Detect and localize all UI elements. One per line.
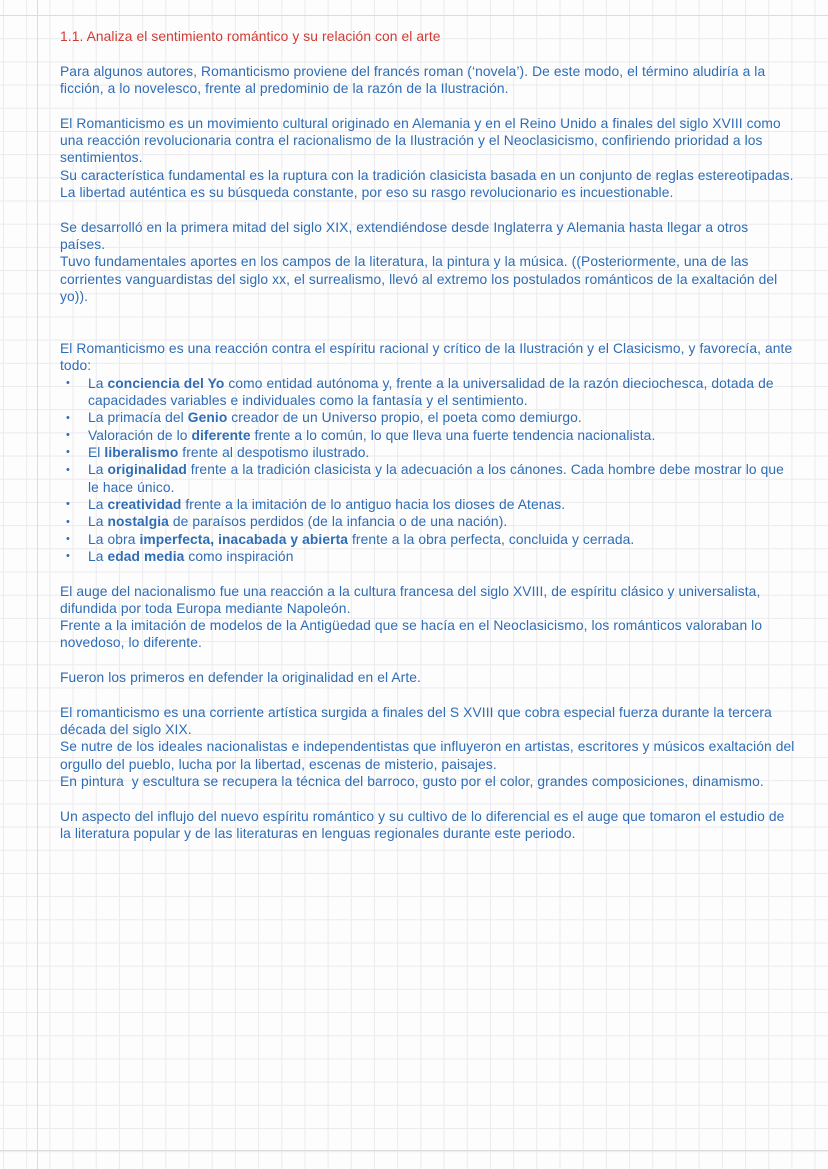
- text: frente al despotismo ilustrado.: [178, 444, 370, 460]
- bullet-item: [60, 461, 796, 496]
- bold-text: conciencia del Yo: [107, 375, 225, 391]
- text: El Romanticismo es una reacción contra el espíritu racional y crítico de la Ilustración y el Clasicismo, y favorecía, ante todo:: [60, 340, 797, 374]
- bold-text: creatividad: [107, 496, 182, 512]
- text: frente a la imitación de lo antiguo hacia los dioses de Atenas.: [181, 496, 566, 512]
- text-line: [60, 253, 796, 305]
- bullet-list: [60, 375, 796, 566]
- bullet-marker-icon: •: [66, 377, 70, 390]
- text-line: [60, 617, 796, 652]
- text-line: [60, 115, 796, 167]
- bold-text: Genio: [187, 410, 228, 426]
- bullet-text: [88, 445, 369, 460]
- bullet-text: [88, 549, 293, 564]
- text: En pintura y escultura se recupera la técnica del barroco, gusto por el color, grandes composiciones, dinamismo.: [60, 774, 764, 790]
- text: La: [88, 548, 108, 564]
- text: El Romanticismo es un movimiento cultural originado en Alemania y en el Reino Unido a finales del siglo XVIII como una reacción revolucionaria contra el racionalismo de la Ilustración y el Neoclasicismo, confiriendo prioridad a los sentimientos.: [60, 115, 785, 166]
- document-body: [60, 28, 799, 842]
- text: La primacía del: [88, 410, 188, 426]
- bullet-item: [60, 496, 796, 513]
- page-bottom-edge: [0, 1150, 828, 1151]
- text-line: [60, 340, 796, 375]
- text: frente a la obra perfecta, concluida y cerrada.: [348, 531, 635, 547]
- text: La: [88, 514, 108, 530]
- text: La libertad auténtica es su búsqueda constante, por eso su rasgo revolucionario es incuestionable.: [60, 184, 674, 200]
- bullet-marker-icon: •: [66, 515, 70, 528]
- document-blocks: [60, 63, 799, 843]
- bullet-text: [88, 428, 655, 443]
- section-title: 1.1. Analiza el sentimiento romántico y su relación con el arte: [60, 29, 441, 44]
- text-line: [60, 704, 796, 739]
- text: Fueron los primeros en defender la originalidad en el Arte.: [60, 670, 421, 686]
- bold-text: originalidad: [107, 462, 187, 478]
- text: frente a la tradición clasicista y la adecuación a los cánones. Cada hombre debe mostrar lo que le hace único.: [88, 462, 788, 495]
- bullet-marker-icon: •: [66, 411, 70, 424]
- paragraph: [60, 63, 796, 98]
- text: Tuvo fundamentales aportes en los campos de la literatura, la pintura y la música. ((Posteriormente, una de las corrientes vanguardistas del siglo xx, el surrealismo, llevó al extremo los postulados románticos de la exaltación del yo)).: [60, 254, 782, 304]
- paragraph: [60, 583, 796, 652]
- text-line: [60, 738, 799, 773]
- bullet-text: [88, 410, 582, 425]
- paragraph: [60, 115, 796, 202]
- text: La: [88, 496, 108, 512]
- bullet-text: [88, 462, 788, 494]
- text: Un aspecto del influjo del nuevo espíritu romántico y su cultivo de lo diferencial es el auge que tomaron el estudio de la literatura popular y de las literaturas en lenguas regionales durante este periodo.: [60, 808, 789, 842]
- page-left-edge: [37, 0, 38, 1169]
- text: creador de un Universo propio, el poeta como demiurgo.: [227, 410, 582, 426]
- text: como inspiración: [184, 548, 294, 564]
- text: El: [88, 444, 105, 460]
- text: La obra: [88, 531, 140, 547]
- bullet-item: [60, 548, 796, 565]
- bullet-item: [60, 513, 796, 530]
- bold-text: nostalgia: [107, 514, 169, 530]
- bullet-item: [60, 444, 796, 461]
- paragraph: [60, 669, 796, 686]
- text: como entidad autónoma y, frente a la universalidad de la razón dieciochesca, dotada de capacidades variables e individuales como la fantasía y el sentimiento.: [88, 375, 778, 408]
- text: de paraísos perdidos (de la infancia o de una nación).: [168, 514, 508, 530]
- text-line: [60, 219, 796, 254]
- paragraph: [60, 808, 796, 843]
- bullet-text: [88, 514, 507, 529]
- text: Valoración de lo: [88, 427, 192, 443]
- text: frente a lo común, lo que lleva una fuerte tendencia nacionalista.: [250, 427, 656, 443]
- text-line: [60, 773, 796, 790]
- bullet-marker-icon: •: [66, 446, 70, 459]
- bold-text: imperfecta, inacabada y abierta: [139, 531, 349, 547]
- text: La: [88, 462, 108, 478]
- text: Para algunos autores, Romanticismo proviene del francés roman (‘novela’). De este modo, el término aludiría a la ficción, a lo novelesco, frente al predominio de la razón de la Ilustración.: [60, 63, 770, 96]
- bullet-marker-icon: •: [66, 498, 70, 511]
- bullet-marker-icon: •: [66, 550, 70, 563]
- bullet-text: [88, 532, 634, 547]
- page-top-edge: [0, 15, 828, 16]
- bullet-item: [60, 409, 796, 426]
- bullet-marker-icon: •: [66, 463, 70, 476]
- paragraph: [60, 219, 796, 306]
- text-line: [60, 184, 796, 201]
- bullet-text: [88, 376, 778, 408]
- paragraph: [60, 704, 799, 791]
- bullet-item: [60, 375, 796, 410]
- bold-text: liberalismo: [104, 444, 179, 460]
- paragraph: [60, 340, 796, 375]
- bullet-item: [60, 531, 796, 548]
- bullet-item: [60, 427, 796, 444]
- text-line: [60, 669, 796, 686]
- bold-text: diferente: [191, 427, 251, 443]
- text-line: [60, 63, 796, 98]
- bold-text: edad media: [107, 548, 185, 564]
- text: Se nutre de los ideales nacionalistas e independentistas que influyeron en artistas, escritores y músicos exaltación del orgullo del pueblo, lucha por la libertad, escenas de misterio, paisajes.: [60, 739, 799, 772]
- bullet-marker-icon: •: [66, 533, 70, 546]
- text-line: [60, 167, 796, 184]
- text: El auge del nacionalismo fue una reacción a la cultura francesa del siglo XVIII, de espíritu clásico y universalista, difundida por toda Europa mediante Napoleón.: [60, 583, 765, 616]
- bullet-marker-icon: •: [66, 429, 70, 442]
- text: Frente a la imitación de modelos de la Antigüedad que se hacía en el Neoclasicismo, los románticos valoraban lo novedoso, lo diferente.: [60, 618, 767, 651]
- text-line: [60, 583, 796, 618]
- bullet-text: [88, 497, 565, 512]
- text: Se desarrolló en la primera mitad del siglo XIX, extendiéndose desde Inglaterra y Alemania hasta llegar a otros países.: [60, 219, 753, 252]
- text: La: [88, 375, 108, 391]
- text-line: [60, 808, 796, 843]
- text: El romanticismo es una corriente artística surgida a finales del S XVIII que cobra especial fuerza durante la tercera década del siglo XIX.: [60, 704, 776, 738]
- text: Su característica fundamental es la ruptura con la tradición clasicista basada en un conjunto de reglas estereotipadas.: [60, 167, 794, 183]
